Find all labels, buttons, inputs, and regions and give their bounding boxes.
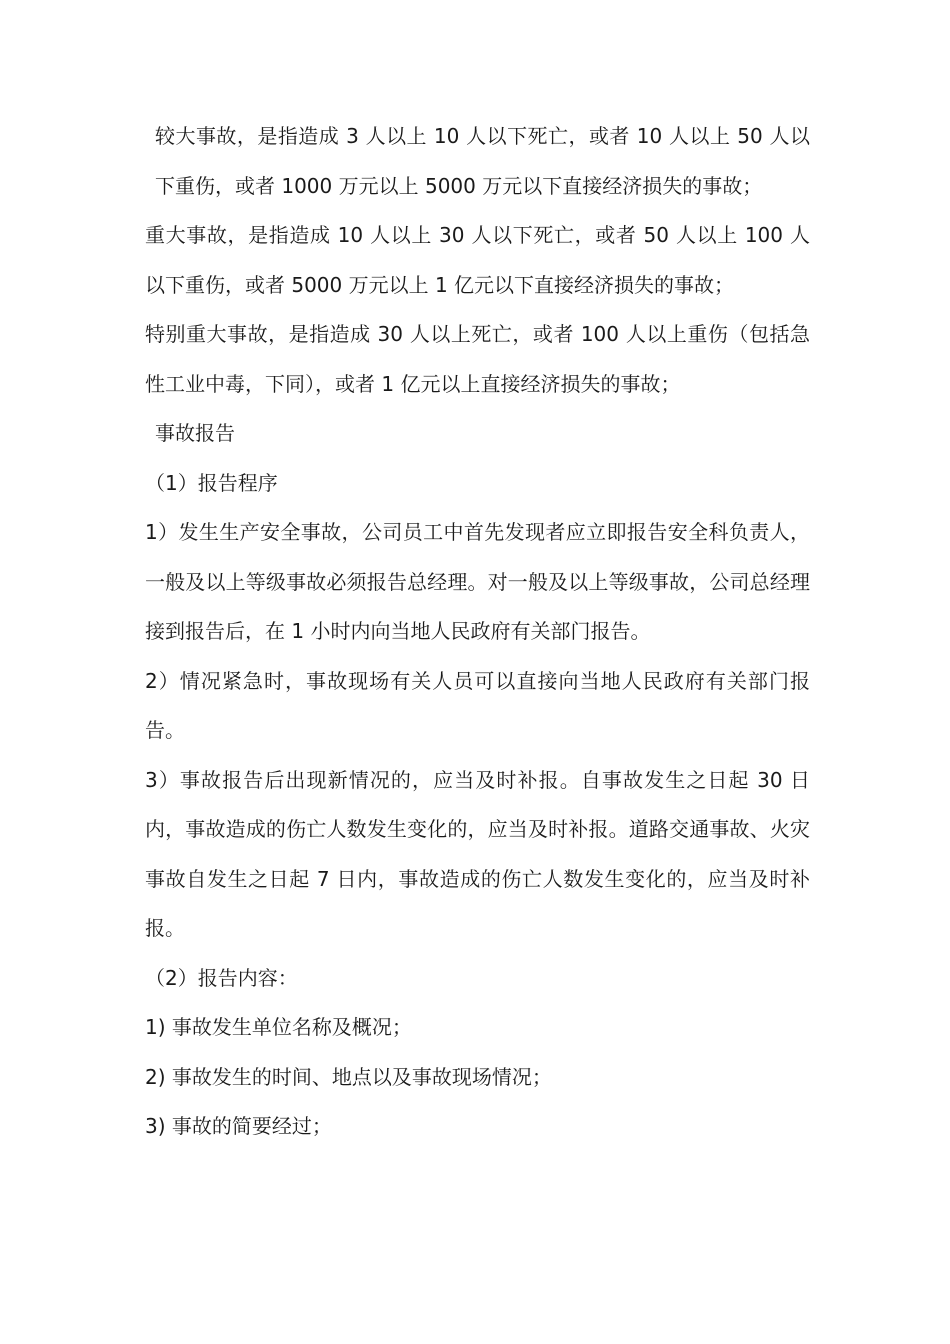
content-item-3: 3) 事故的简要经过；: [145, 1114, 332, 1138]
subheading-report-procedure: （1）报告程序: [145, 470, 278, 495]
paragraph-especially-serious-accident-definition: 特别重大事故，是指造成 30 人以上死亡，或者 100 人以上重伤（包括急性工业中毒，下同），或者 1 亿元以上直接经济损失的事故；: [145, 322, 810, 396]
section-heading-accident-report: 事故报告: [155, 421, 235, 445]
content-item-1: 1) 事故发生单位名称及概况；: [145, 1015, 412, 1039]
paragraph-serious-accident-definition: 重大事故，是指造成 10 人以上 30 人以下死亡，或者 50 人以上 100 人以下重伤，或者 5000 万元以上 1 亿元以下直接经济损失的事故；: [145, 223, 810, 297]
subheading-report-content: （2）报告内容：: [145, 965, 298, 990]
procedure-item-3: 3）事故报告后出现新情况的，应当及时补报。自事故发生之日起 30 日内，事故造成的伤亡人数发生变化的，应当及时补报。道路交通事故、火灾事故自发生之日起 7 日内，事故造成的伤亡人数发生变化的，应当及时补报。: [145, 767, 810, 940]
procedure-item-1: 1）发生生产安全事故，公司员工中首先发现者应立即报告安全科负责人，一般及以上等级事故必须报告总经理。对一般及以上等级事故，公司总经理接到报告后，在 1 小时内向当地人民政府有关部门报告。: [145, 520, 810, 643]
document-body: [145, 112, 810, 1152]
procedure-item-2: 2）情况紧急时，事故现场有关人员可以直接向当地人民政府有关部门报告。: [145, 668, 810, 742]
paragraph-major-accident-definition: 较大事故，是指造成 3 人以上 10 人以下死亡，或者 10 人以上 50 人以下重伤，或者 1000 万元以上 5000 万元以下直接经济损失的事故；: [155, 124, 810, 198]
content-item-2: 2) 事故发生的时间、地点以及事故现场情况；: [145, 1064, 552, 1089]
